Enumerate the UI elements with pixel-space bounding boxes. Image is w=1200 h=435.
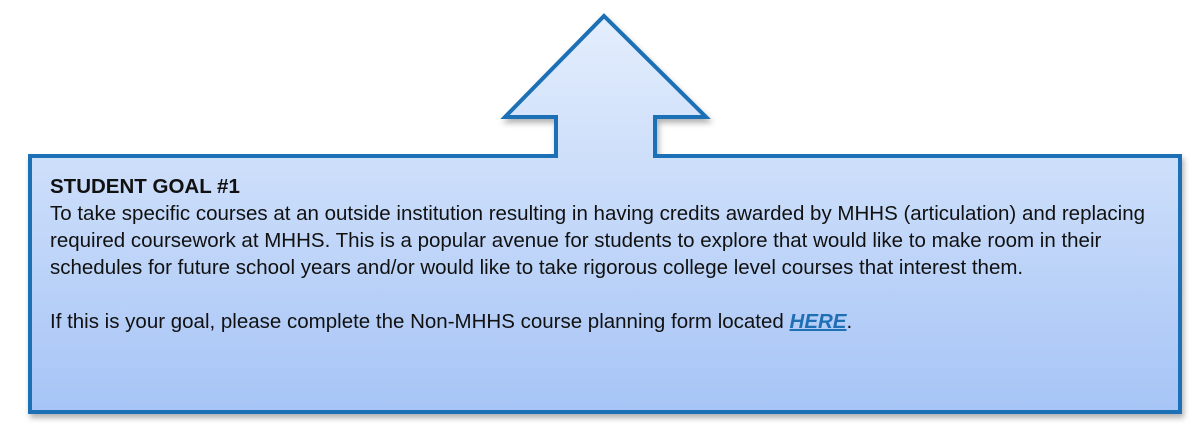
here-link[interactable]: HERE [789,310,847,333]
cta-text: If this is your goal, please complete the Non-MHHS course planning form located [50,310,790,333]
callout-title: STUDENT GOAL #1 [50,175,240,198]
callout-content [50,173,1170,335]
callout-body: To take specific courses at an outside institution resulting in having credits awarded by MHHS (articulation) and replacing required coursework at MHHS. This is a popular avenue for students to explore that would like to make room in their schedules for future school years and/or would like to take rigorous college level courses that interest them. [50,202,1146,279]
callout-cta [50,308,1170,335]
cta-suffix: . [846,310,853,333]
